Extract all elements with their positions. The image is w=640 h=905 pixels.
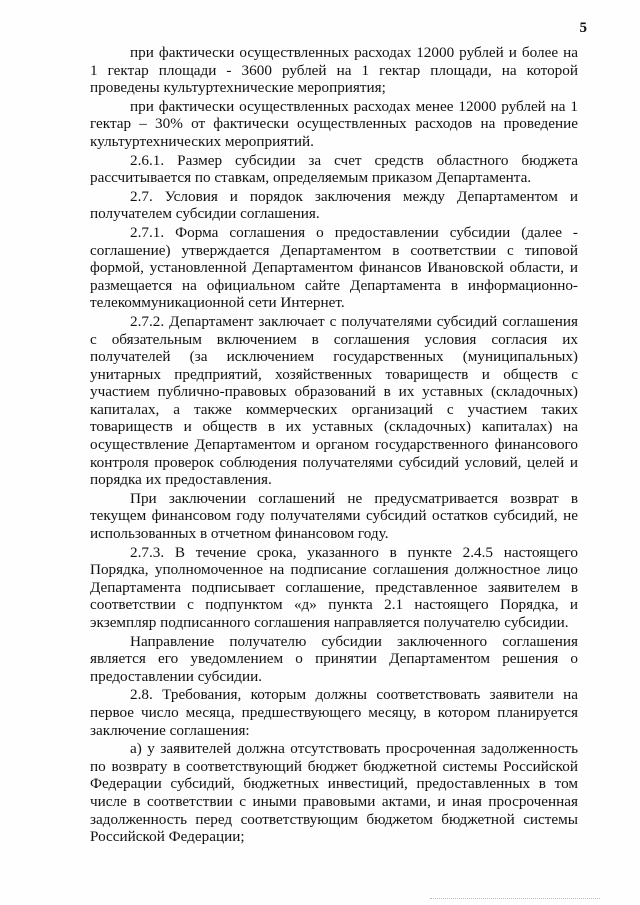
paragraph-2-6-1: 2.6.1. Размер субсидии за счет средств областного бюджета рассчитывается по ставкам, определяемым приказом Департамента.	[90, 151, 578, 187]
paragraph-2-7: 2.7. Условия и порядок заключения между Департаментом и получателем субсидии соглашения.	[90, 187, 578, 223]
document-body	[90, 44, 578, 847]
paragraph-2-8: 2.8. Требования, которым должны соответствовать заявители на первое число месяца, предшествующего месяцу, в котором планируется заключение соглашения:	[90, 686, 578, 739]
paragraph-2-7-1: 2.7.1. Форма соглашения о предоставлении субсидии (далее - соглашение) утверждается Департаментом в соответствии с типовой формой, установленной Департаментом финансов Ивановской области, и размещается на официальном сайте Департамента в информационно-телекоммуникационной сети Интернет.	[90, 223, 578, 312]
paragraph-notification: Направление получателю субсидии заключенного соглашения является его уведомлением о принятии Департаментом решения о предоставлении субсидии.	[90, 632, 578, 685]
paragraph-2-7-3: 2.7.3. В течение срока, указанного в пункте 2.4.5 настоящего Порядка, уполномоченное на подписание соглашения должностное лицо Департамента подписывает соглашение, представленное заявителем в соответствии с подпунктом «д» пункта 2.1 настоящего Порядка, и экземпляр подписанного соглашения направляется получателю субсидии.	[90, 543, 578, 631]
paragraph-2-8-a: а) у заявителей должна отсутствовать просроченная задолженность по возврату в соответствующий бюджет бюджетной системы Российской Федерации субсидий, бюджетных инвестиций, предоставленных в том числе в соответствии с иными правовыми актами, и иная просроченная задолженность перед соответствующим бюджетом бюджетной системы Российской Федерации;	[90, 740, 578, 846]
scan-artifact-line	[430, 896, 600, 899]
page-number: 5	[579, 20, 587, 36]
paragraph-2-7-2: 2.7.2. Департамент заключает с получателями субсидий соглашения с обязательным включением в соглашения условия согласия их получателей (за исключением государственных (муниципальных) унитарных предприятий, хозяйственных товариществ и обществ с участием публично-правовых образований в их уставных (складочных) капиталах, а также коммерческих организаций с участием таких товариществ и обществ в их уставных (складочных) капиталах) на осуществление Департаментом и органом государственного финансового контроля проверок соблюдения получателями субсидий условий, целей и порядка их предоставления.	[90, 312, 578, 489]
paragraph-subsidy-rate-high: при фактически осуществленных расходах 12000 рублей и более на 1 гектар площади - 3600 рублей на 1 гектар площади, на которой проведены культуртехнические мероприятия;	[90, 44, 578, 97]
paragraph-no-refund: При заключении соглашений не предусматривается возврат в текущем финансовом году получателями субсидий остатков субсидий, не использованных в отчетном финансовом году.	[90, 489, 578, 543]
paragraph-subsidy-rate-low: при фактически осуществленных расходах менее 12000 рублей на 1 гектар – 30% от фактически осуществленных расходов на проведение культуртехнических мероприятий.	[90, 97, 578, 150]
